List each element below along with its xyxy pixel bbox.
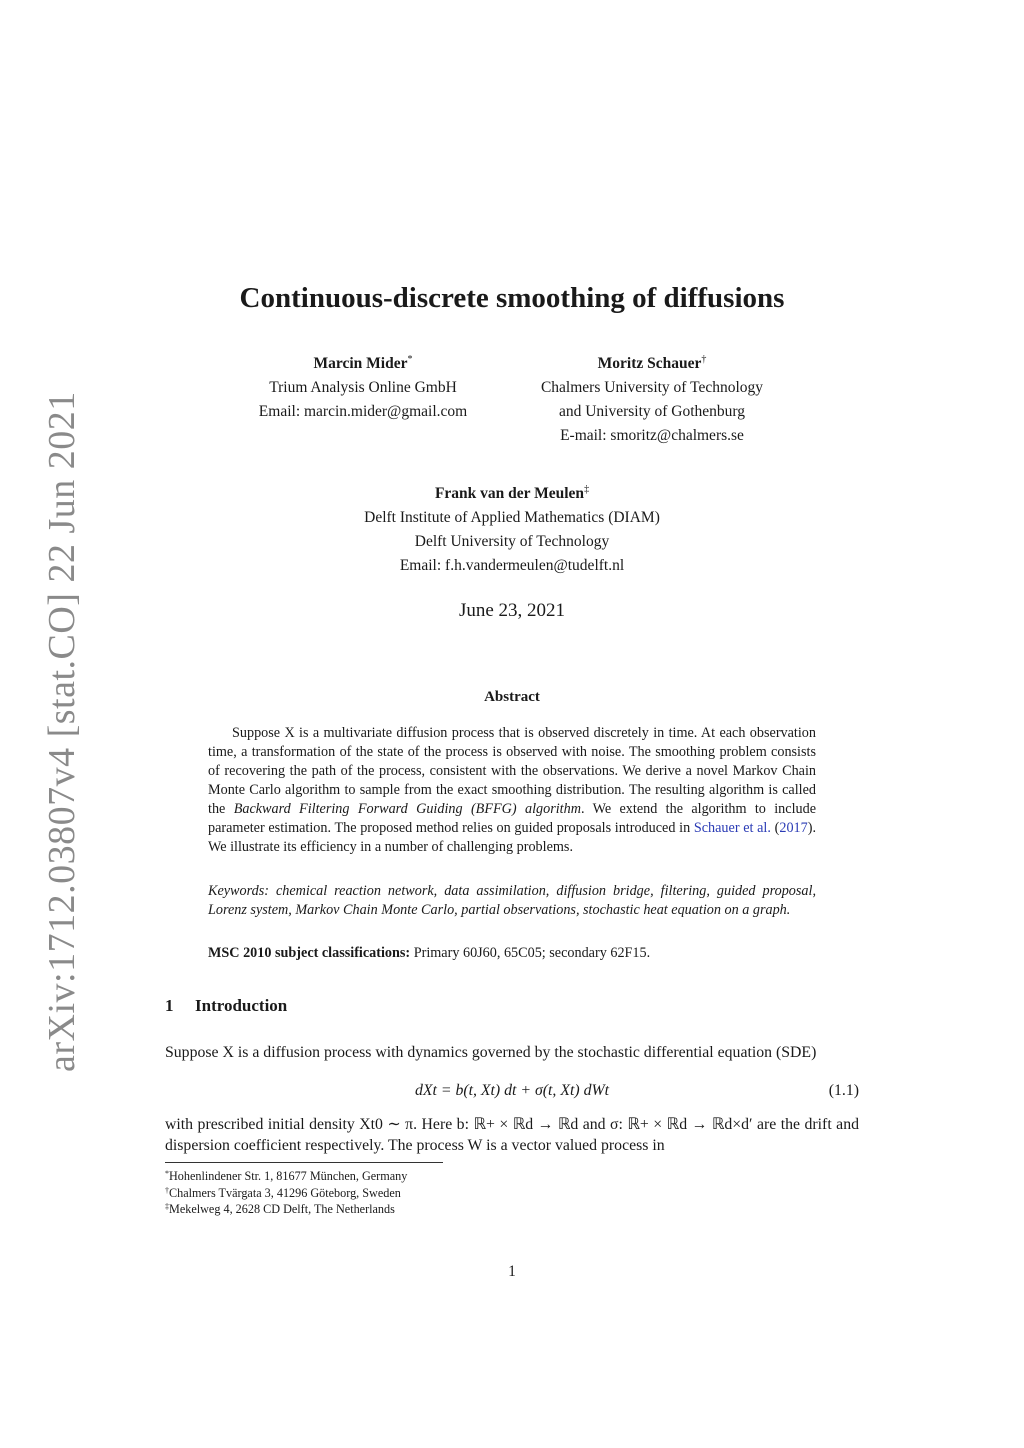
footnote-mark: † (701, 354, 707, 365)
msc-value: Primary 60J60, 65C05; secondary 62F15. (413, 945, 651, 961)
intro-paragraph-2: with prescribed initial density Xt0 ∼ π. Here b: ℝ+ × ℝd → ℝd and σ: ℝ+ × ℝd → ℝd×d′ are the drift and dispersion coefficient respectively. The process W is a vector valued process in (165, 1116, 859, 1154)
footnote-mark: † (165, 1186, 169, 1195)
author-block-mider (228, 352, 498, 424)
intro-paragraph-1: Suppose X is a diffusion process with dynamics governed by the stochastic differential equation (SDE) (165, 1044, 817, 1061)
footnote (165, 1201, 395, 1217)
paper-date: June 23, 2021 (458, 600, 566, 621)
author-affiliation: Delft University of Technology (414, 533, 610, 550)
arxiv-side-stamp: arXiv:1712.03807v4 [stat.CO] 22 Jun 2021 (41, 391, 83, 1072)
msc-label: MSC 2010 subject classifications: (208, 945, 411, 961)
abstract-emphasis: Backward Filtering Forward Guiding (BFFG) algorithm (233, 801, 581, 817)
abstract-part: ). We illustrate its efficiency in a number of challenging problems. (208, 820, 817, 855)
author-block-schauer (512, 352, 792, 448)
author-affiliation: Delft Institute of Applied Mathematics (DIAM) (364, 509, 660, 526)
footnote-mark: * (407, 354, 413, 365)
footnote-text: Hohenlindener Str. 1, 81677 München, Germany (169, 1169, 408, 1183)
keywords: Keywords: chemical reaction network, data assimilation, diffusion bridge, filtering, guided proposal, Lorenz system, Markov Chain Monte Carlo, partial observations, stochastic heat equation on a graph. (208, 883, 816, 918)
abstract-part: . We extend the algorithm to include parameter estimation. The proposed method relies on guided proposals introduced in (208, 801, 817, 836)
footnote-mark: ‡ (584, 484, 590, 495)
footnote-mark: ‡ (165, 1202, 169, 1211)
author-email: Email: marcin.mider@gmail.com (258, 403, 468, 420)
abstract-heading: Abstract (484, 689, 540, 705)
footnote-mark: * (165, 1169, 169, 1178)
abstract-text: Suppose X is a multivariate diffusion process that is observed discretely in time. At each observation time, a transformation of the state of the process is observed with noise. The smoothing problem consists of recovering the path of the process, consistent with the observations. We derive a novel Markov Chain Monte Carlo algorithm to sample from the exact smoothing distribution. The resulting algorithm is called the Backward Filtering Forward Guiding (BFFG) algorithm. We extend the algorithm to include parameter estimation. The proposed method relies on guided proposals introduced in Schauer et al. (2017). We illustrate its efficiency in a number of challenging problems. (208, 725, 817, 855)
author-email: E-mail: smoritz@chalmers.se (560, 427, 744, 444)
footnote-text: Chalmers Tvärgata 3, 41296 Göteborg, Sweden (169, 1186, 401, 1200)
author-affiliation: and University of Gothenburg (558, 403, 746, 420)
msc-classification (208, 944, 816, 963)
footnote-text: Mekelweg 4, 2628 CD Delft, The Netherlands (169, 1202, 395, 1216)
author-affiliation: Trium Analysis Online GmbH (269, 379, 457, 396)
footnote (165, 1168, 407, 1184)
citation-link[interactable]: Schauer et al. (693, 820, 771, 836)
author-email: Email: f.h.vandermeulen@tudelft.nl (399, 557, 625, 574)
equation-expression: dXt = b(t, Xt) dt + σ(t, Xt) dWt (414, 1082, 610, 1099)
page-number: 1 (508, 1263, 516, 1280)
paper-title: Continuous-discrete smoothing of diffusions (239, 282, 785, 314)
author-affiliation: Chalmers University of Technology (540, 379, 764, 396)
author-name: Marcin Mider (313, 355, 408, 372)
citation-year-link[interactable]: 2017 (779, 820, 808, 836)
author-name: Moritz Schauer (597, 355, 702, 372)
section-heading (165, 996, 287, 1016)
section-number: 1 (165, 996, 174, 1015)
author-name: Frank van der Meulen (434, 485, 585, 502)
equation-number: (1.1) (828, 1082, 859, 1099)
section-title: Introduction (195, 996, 288, 1015)
abstract-part: Suppose X is a multivariate diffusion process that is observed discretely in time. At each observation time, a transformation of the state of the process is observed with noise. The smoothing problem consists of recovering the path of the process, consistent with the observations. We derive a novel Markov Chain Monte Carlo algorithm to sample from the exact smoothing distribution. The resulting algorithm is called the (208, 725, 816, 817)
footnote (165, 1185, 401, 1201)
footnote-rule (165, 1162, 443, 1163)
author-block-vandermeulen (262, 482, 762, 578)
